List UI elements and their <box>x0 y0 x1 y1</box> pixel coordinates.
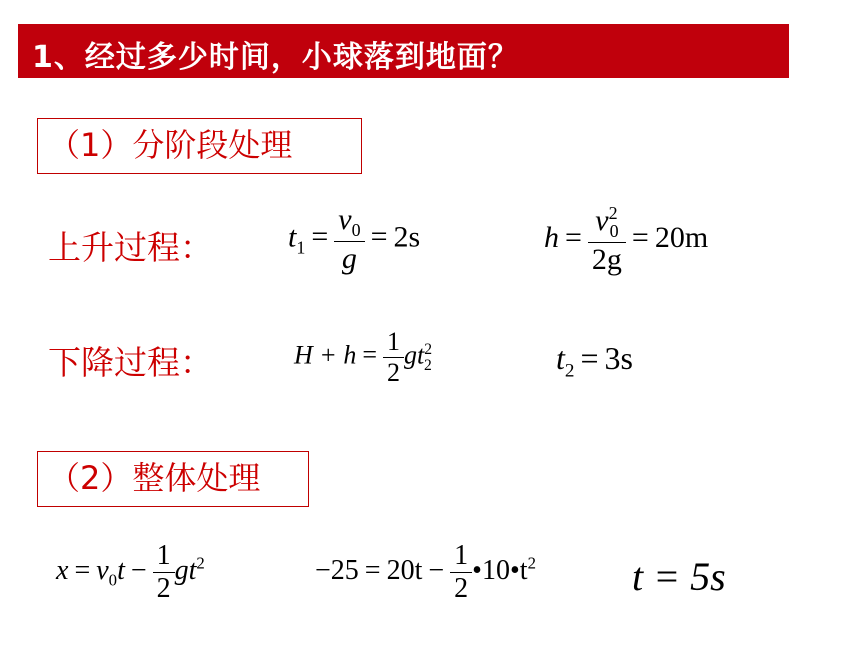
falling-process-label: 下降过程： <box>48 343 213 382</box>
section-label-whole: （2）整体处理 <box>37 451 309 507</box>
rising-time-equation: $t_1$ = $\frac{v_0}{g}$ = 2s <box>288 203 421 275</box>
section-label-staged: （1）分阶段处理 <box>37 118 362 174</box>
falling-time-result: $t_2 = 3s$ <box>556 340 633 382</box>
whole-time-result: t = 5s <box>632 554 726 599</box>
title-bar <box>18 24 789 78</box>
whole-numeric-equation: −25 = 20t − $\frac{1}{2}$ $•10•t^2$ <box>315 540 536 604</box>
falling-equation: H + h = $\frac{1}{2}$ $gt^2_2$ <box>294 327 433 387</box>
rising-process-label: 上升过程： <box>48 228 213 267</box>
whole-displacement-equation: $x = v_0t$ − $\frac{1}{2}$ $gt^2$ <box>56 540 205 604</box>
slide-title: 1、经过多少时间，小球落到地面？ <box>32 40 519 75</box>
rising-height-equation: h = $\frac{v^2_0}{2g}$ = 20m <box>544 203 709 276</box>
